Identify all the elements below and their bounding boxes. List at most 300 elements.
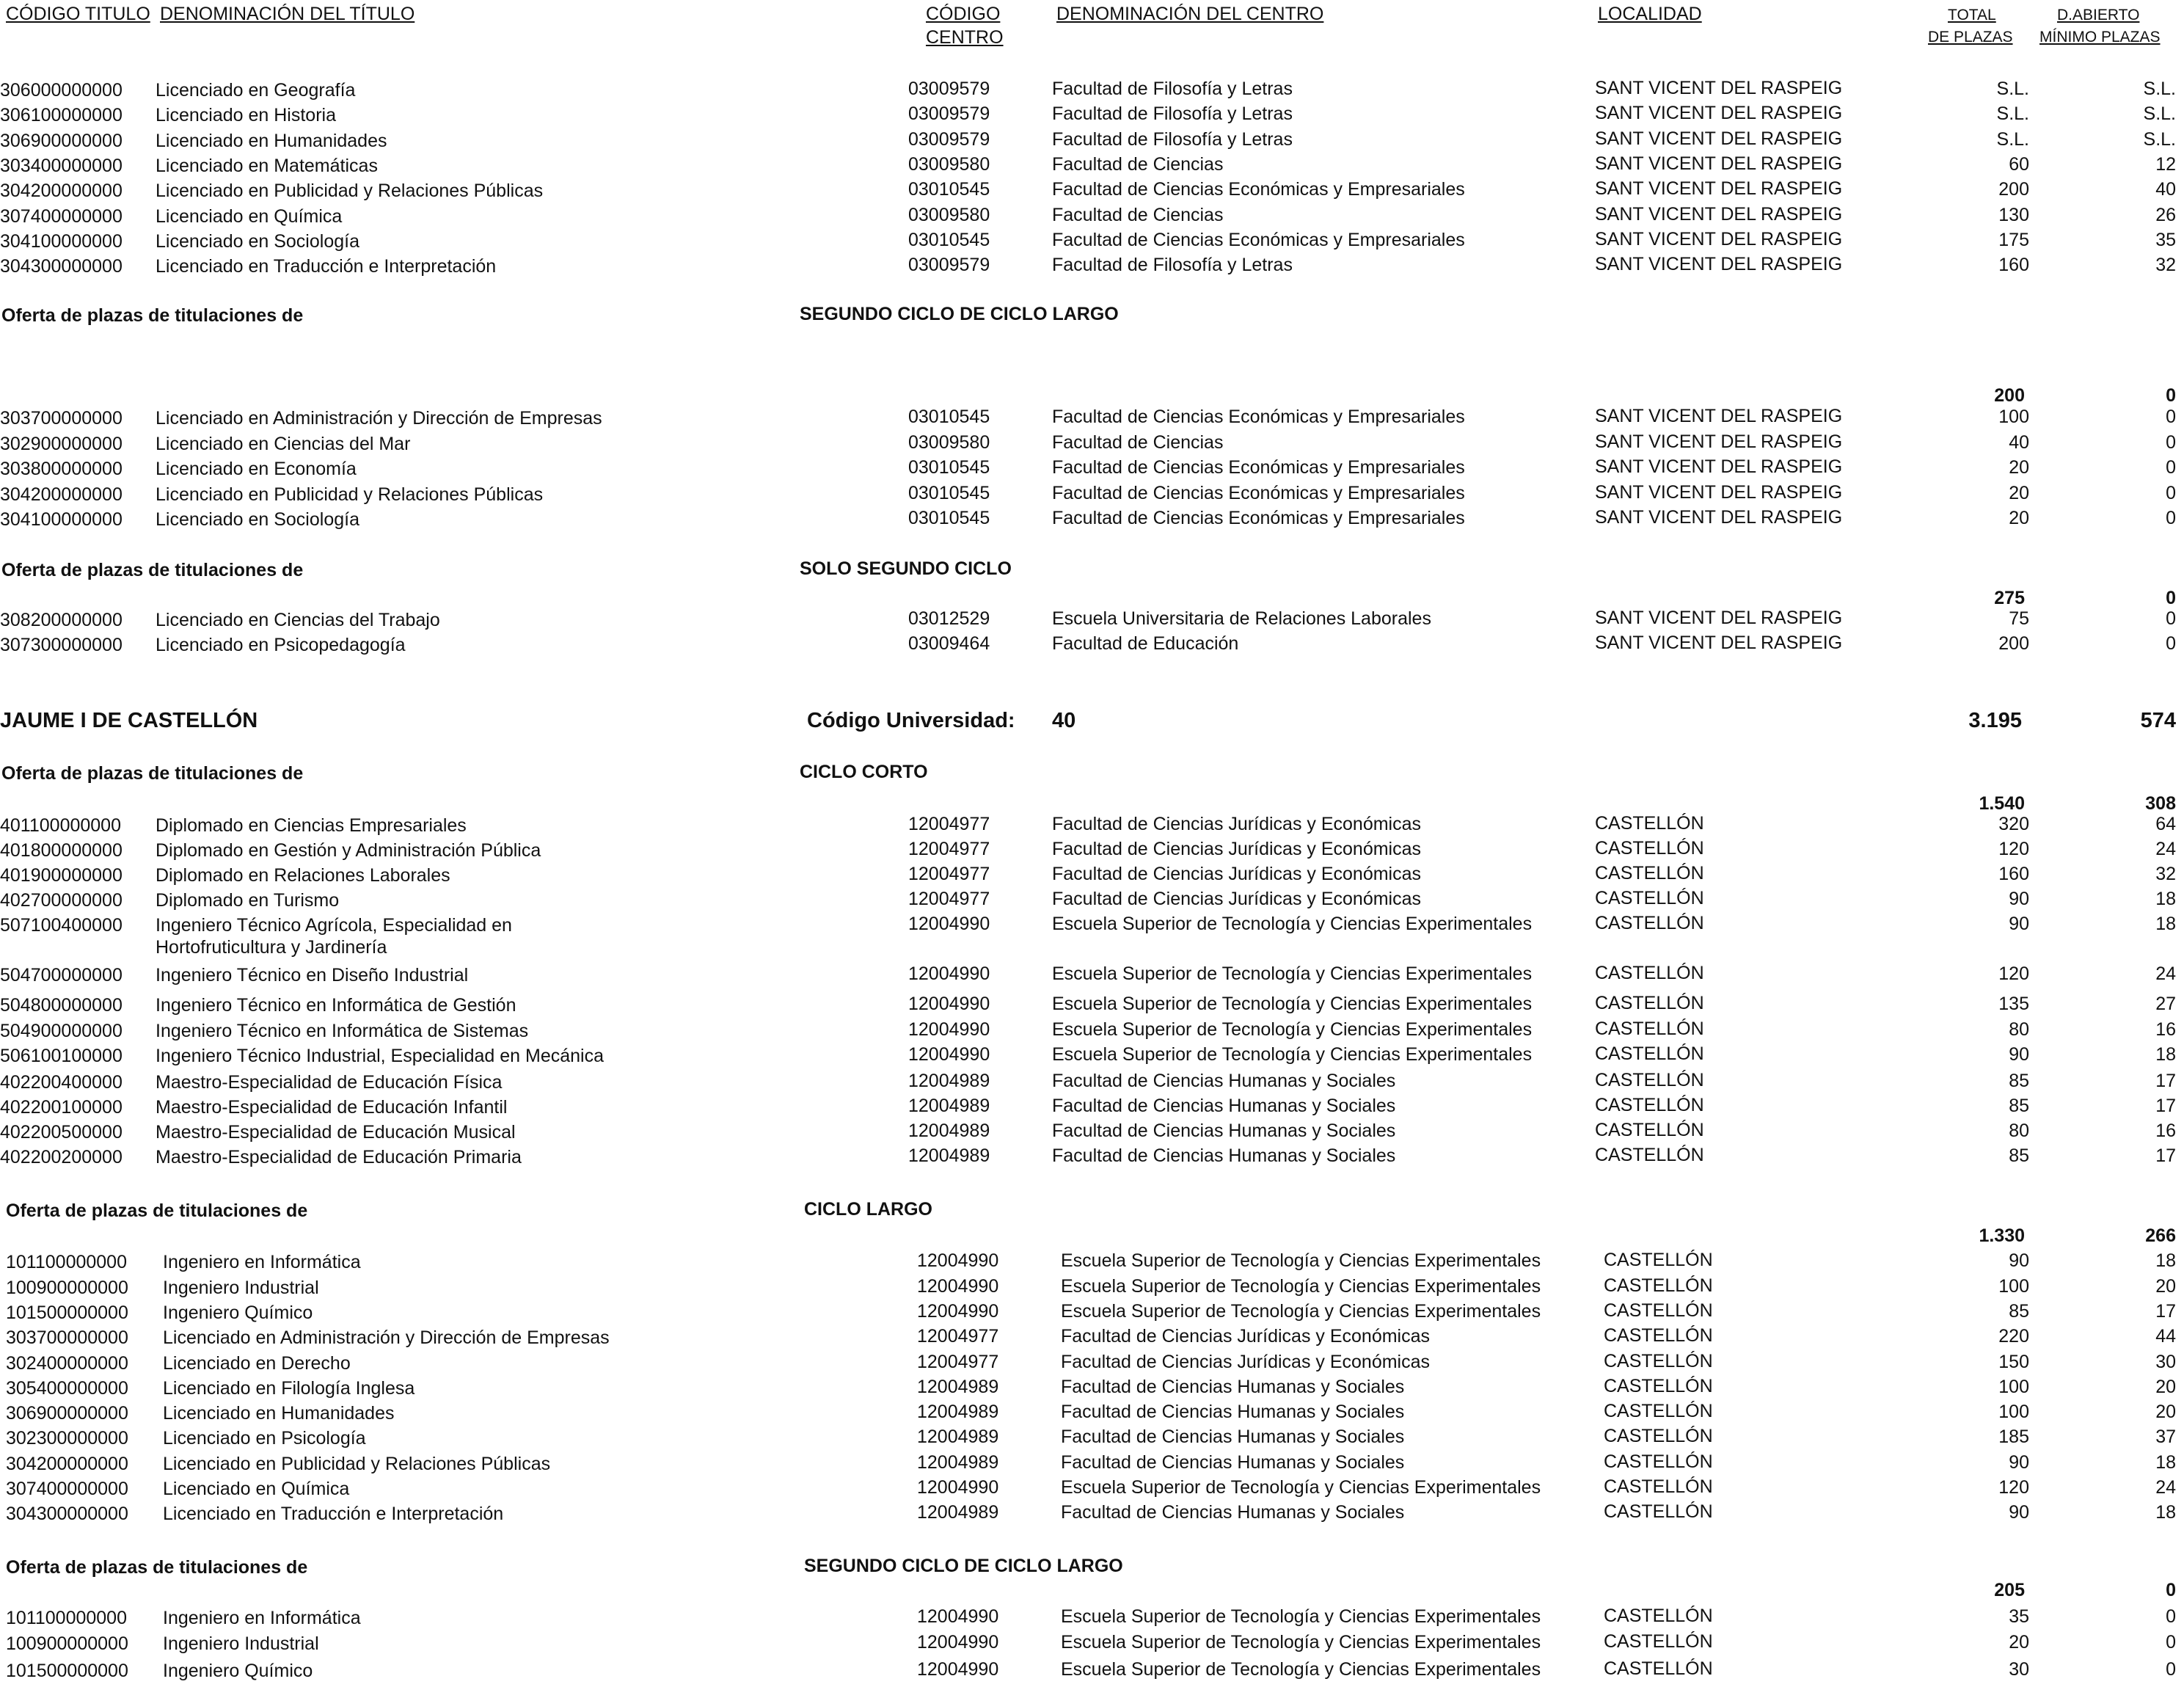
section-ciclo: CICLO LARGO	[804, 1199, 932, 1220]
row-codigo-centro: 12004989	[908, 1096, 990, 1116]
section-label: Oferta de plazas de titulaciones de	[6, 1200, 308, 1221]
row-denominacion-centro: Facultad de Ciencias Jurídicas y Económicas	[1052, 839, 1422, 859]
row-localidad: CASTELLÓN	[1595, 813, 1704, 834]
row-minimo-plazas: 20	[2155, 1276, 2176, 1297]
row-codigo-centro: 03010545	[908, 230, 990, 250]
row-minimo-plazas: 30	[2155, 1352, 2176, 1372]
row-codigo-centro: 03010545	[908, 457, 990, 478]
row-minimo-plazas: 18	[2155, 1250, 2176, 1271]
university-name: JAUME I DE CASTELLÓN	[0, 709, 258, 732]
row-codigo-centro: 12004990	[917, 1606, 999, 1627]
row-minimo-plazas: 0	[2166, 633, 2176, 654]
row-codigo-centro: 12004990	[908, 1019, 990, 1040]
row-minimo-plazas: 24	[2155, 963, 2176, 984]
row-localidad: CASTELLÓN	[1604, 1451, 1713, 1472]
row-codigo-centro: 03012529	[908, 608, 990, 629]
section-ciclo: SEGUNDO CICLO DE CICLO LARGO	[800, 304, 1119, 324]
row-localidad: SANT VICENT DEL RASPEIG	[1595, 153, 1843, 174]
row-codigo-titulo: 302900000000	[0, 434, 123, 454]
row-minimo-plazas: 20	[2155, 1402, 2176, 1422]
row-localidad: SANT VICENT DEL RASPEIG	[1595, 608, 1843, 628]
row-codigo-titulo: 302300000000	[6, 1428, 128, 1449]
row-codigo-centro: 12004989	[917, 1402, 999, 1422]
row-codigo-centro: 03009464	[908, 633, 990, 654]
row-localidad: SANT VICENT DEL RASPEIG	[1595, 254, 1843, 274]
row-denominacion-titulo: Maestro-Especialidad de Educación Infantil	[156, 1097, 508, 1118]
row-codigo-centro: 12004989	[908, 1145, 990, 1166]
row-denominacion-centro: Facultad de Filosofía y Letras	[1052, 129, 1293, 150]
row-total-plazas: 120	[1998, 963, 2029, 984]
row-total-plazas: 90	[2009, 1502, 2029, 1523]
row-total-plazas: 60	[2009, 154, 2029, 175]
row-total-plazas: 100	[1998, 1377, 2029, 1397]
row-denominacion-titulo: Licenciado en Publicidad y Relaciones Públicas	[163, 1454, 551, 1474]
section-minimo-plazas: 266	[2145, 1225, 2176, 1246]
row-denominacion-centro: Facultad de Ciencias Económicas y Empresariales	[1052, 179, 1465, 200]
row-minimo-plazas: S.L.	[2143, 103, 2176, 124]
row-codigo-centro: 12004990	[917, 1276, 999, 1297]
row-codigo-centro: 03010545	[908, 508, 990, 528]
row-denominacion-centro: Facultad de Ciencias Económicas y Empresariales	[1052, 483, 1465, 503]
row-minimo-plazas: 27	[2155, 994, 2176, 1014]
row-codigo-centro: 03009579	[908, 129, 990, 150]
row-codigo-titulo: 303400000000	[0, 156, 123, 176]
row-total-plazas: S.L.	[1996, 79, 2029, 99]
row-denominacion-centro: Escuela Superior de Tecnología y Ciencias Experimentales	[1052, 1044, 1533, 1065]
row-denominacion-centro: Escuela Universitaria de Relaciones Laborales	[1052, 608, 1431, 629]
row-localidad: CASTELLÓN	[1595, 1145, 1704, 1165]
row-denominacion-titulo: Licenciado en Matemáticas	[156, 156, 378, 176]
row-codigo-titulo: 304200000000	[6, 1454, 128, 1474]
row-denominacion-centro: Facultad de Ciencias Económicas y Empresariales	[1052, 230, 1465, 250]
row-codigo-centro: 12004990	[917, 1632, 999, 1653]
header-de-plazas: DE PLAZAS	[1928, 29, 2013, 45]
row-denominacion-centro: Escuela Superior de Tecnología y Ciencias Experimentales	[1061, 1477, 1541, 1498]
row-minimo-plazas: 17	[2155, 1096, 2176, 1116]
row-denominacion-titulo: Maestro-Especialidad de Educación Musical	[156, 1122, 516, 1143]
row-codigo-titulo: 307400000000	[6, 1479, 128, 1499]
row-denominacion-titulo: Licenciado en Química	[163, 1479, 350, 1499]
row-codigo-titulo: 304200000000	[0, 181, 123, 201]
row-codigo-centro: 12004989	[908, 1071, 990, 1091]
row-denominacion-titulo: Ingeniero Técnico en Informática de Sistemas	[156, 1021, 529, 1041]
row-codigo-centro: 12004977	[908, 889, 990, 909]
row-minimo-plazas: 0	[2166, 432, 2176, 453]
row-denominacion-titulo: Licenciado en Psicopedagogía	[156, 635, 406, 655]
row-codigo-titulo: 504700000000	[0, 965, 123, 985]
row-localidad: CASTELLÓN	[1595, 863, 1704, 883]
row-localidad: CASTELLÓN	[1604, 1426, 1713, 1446]
section-minimo-plazas: 0	[2166, 1580, 2176, 1600]
row-localidad: SANT VICENT DEL RASPEIG	[1595, 507, 1843, 528]
row-codigo-centro: 03009579	[908, 79, 990, 99]
row-denominacion-titulo: Licenciado en Administración y Dirección de Empresas	[163, 1327, 610, 1348]
row-denominacion-centro: Facultad de Ciencias Humanas y Sociales	[1052, 1145, 1396, 1166]
row-total-plazas: 185	[1998, 1427, 2029, 1447]
row-codigo-titulo: 402200100000	[0, 1097, 123, 1118]
row-total-plazas: 35	[2009, 1606, 2029, 1627]
row-codigo-titulo: 101500000000	[6, 1661, 128, 1681]
row-total-plazas: 220	[1998, 1326, 2029, 1347]
row-localidad: CASTELLÓN	[1595, 1095, 1704, 1115]
row-denominacion-centro: Facultad de Ciencias	[1052, 432, 1224, 453]
row-codigo-centro: 12004989	[917, 1452, 999, 1473]
row-denominacion-titulo: Diplomado en Relaciones Laborales	[156, 865, 450, 886]
row-denominacion-titulo: Licenciado en Química	[156, 206, 343, 227]
row-total-plazas: 75	[2009, 608, 2029, 629]
row-denominacion-titulo: Diplomado en Ciencias Empresariales	[156, 815, 467, 836]
row-minimo-plazas: 16	[2155, 1019, 2176, 1040]
row-denominacion-centro: Facultad de Ciencias Jurídicas y Económicas	[1052, 814, 1422, 834]
row-denominacion-titulo: Ingeniero Técnico Industrial, Especialidad en Mecánica	[156, 1046, 605, 1066]
row-denominacion-centro: Facultad de Ciencias Humanas y Sociales	[1061, 1402, 1405, 1422]
row-codigo-titulo: 305400000000	[6, 1378, 128, 1399]
row-total-plazas: S.L.	[1996, 129, 2029, 150]
row-codigo-centro: 12004977	[908, 814, 990, 834]
row-codigo-titulo: 303700000000	[6, 1327, 128, 1348]
row-minimo-plazas: 35	[2155, 230, 2176, 250]
row-minimo-plazas: 20	[2155, 1377, 2176, 1397]
row-localidad: SANT VICENT DEL RASPEIG	[1595, 103, 1843, 123]
row-denominacion-centro: Escuela Superior de Tecnología y Ciencias Experimentales	[1061, 1632, 1541, 1653]
row-localidad: SANT VICENT DEL RASPEIG	[1595, 178, 1843, 199]
row-localidad: SANT VICENT DEL RASPEIG	[1595, 482, 1843, 503]
row-codigo-titulo: 307400000000	[0, 206, 123, 227]
row-codigo-titulo: 306100000000	[0, 105, 123, 125]
row-localidad: SANT VICENT DEL RASPEIG	[1595, 406, 1843, 426]
row-total-plazas: 90	[2009, 1452, 2029, 1473]
row-total-plazas: 100	[1998, 1402, 2029, 1422]
row-total-plazas: 320	[1998, 814, 2029, 834]
row-denominacion-titulo: Licenciado en Traducción e Interpretación	[156, 256, 497, 277]
row-minimo-plazas: 0	[2166, 483, 2176, 503]
row-total-plazas: 175	[1998, 230, 2029, 250]
row-codigo-titulo: 401900000000	[0, 865, 123, 886]
row-denominacion-centro: Facultad de Ciencias Humanas y Sociales	[1061, 1452, 1405, 1473]
section-label: Oferta de plazas de titulaciones de	[1, 763, 304, 784]
row-codigo-centro: 12004977	[917, 1326, 999, 1347]
header-d-abierto: D.ABIERTO	[2057, 7, 2140, 23]
section-minimo-plazas: 0	[2166, 588, 2176, 608]
row-minimo-plazas: 17	[2155, 1301, 2176, 1322]
row-minimo-plazas: 24	[2155, 1477, 2176, 1498]
row-codigo-titulo: 507100400000	[0, 915, 123, 936]
row-minimo-plazas: 0	[2166, 457, 2176, 478]
row-minimo-plazas: 40	[2155, 179, 2176, 200]
row-denominacion-centro: Escuela Superior de Tecnología y Ciencias Experimentales	[1052, 994, 1533, 1014]
row-minimo-plazas: 44	[2155, 1326, 2176, 1347]
row-denominacion-titulo: Ingeniero Industrial	[163, 1633, 319, 1654]
row-codigo-centro: 12004977	[917, 1352, 999, 1372]
row-denominacion-centro: Facultad de Ciencias Jurídicas y Económicas	[1052, 864, 1422, 884]
university-code-label: Código Universidad:	[807, 709, 1015, 732]
row-minimo-plazas: 0	[2166, 407, 2176, 427]
row-localidad: CASTELLÓN	[1595, 1019, 1704, 1039]
row-denominacion-titulo: Ingeniero Técnico Agrícola, Especialidad en	[156, 915, 512, 936]
row-total-plazas: 200	[1998, 633, 2029, 654]
row-total-plazas: 85	[2009, 1096, 2029, 1116]
row-minimo-plazas: S.L.	[2143, 79, 2176, 99]
section-total-plazas: 1.330	[1979, 1225, 2025, 1246]
row-codigo-titulo: 303800000000	[0, 459, 123, 479]
row-denominacion-titulo: Ingeniero Químico	[163, 1302, 313, 1323]
row-codigo-titulo: 308200000000	[0, 610, 123, 630]
row-denominacion-titulo: Licenciado en Filología Inglesa	[163, 1378, 415, 1399]
row-denominacion-titulo: Ingeniero Industrial	[163, 1278, 319, 1298]
section-label: Oferta de plazas de titulaciones de	[1, 560, 304, 580]
row-minimo-plazas: 24	[2155, 839, 2176, 859]
row-localidad: CASTELLÓN	[1604, 1658, 1713, 1679]
row-codigo-titulo: 402200200000	[0, 1147, 123, 1167]
row-denominacion-centro: Escuela Superior de Tecnología y Ciencias Experimentales	[1061, 1250, 1541, 1271]
row-total-plazas: 40	[2009, 432, 2029, 453]
row-denominacion-centro: Facultad de Ciencias Humanas y Sociales	[1052, 1096, 1396, 1116]
row-denominacion-centro: Facultad de Ciencias	[1052, 154, 1224, 175]
row-codigo-centro: 12004977	[908, 839, 990, 859]
row-denominacion-centro: Facultad de Filosofía y Letras	[1052, 103, 1293, 124]
row-denominacion-centro: Escuela Superior de Tecnología y Ciencias Experimentales	[1052, 914, 1533, 934]
row-localidad: CASTELLÓN	[1595, 1120, 1704, 1140]
row-denominacion-titulo: Ingeniero Químico	[163, 1661, 313, 1681]
row-localidad: SANT VICENT DEL RASPEIG	[1595, 128, 1843, 149]
row-total-plazas: 135	[1998, 994, 2029, 1014]
row-total-plazas: 20	[2009, 483, 2029, 503]
row-codigo-titulo: 101500000000	[6, 1302, 128, 1323]
row-localidad: SANT VICENT DEL RASPEIG	[1595, 229, 1843, 249]
row-denominacion-centro: Escuela Superior de Tecnología y Ciencias Experimentales	[1061, 1301, 1541, 1322]
row-denominacion-titulo: Maestro-Especialidad de Educación Primaria	[156, 1147, 522, 1167]
row-total-plazas: 85	[2009, 1301, 2029, 1322]
row-localidad: CASTELLÓN	[1604, 1351, 1713, 1371]
section-total-plazas: 1.540	[1979, 793, 2025, 814]
row-localidad: CASTELLÓN	[1604, 1250, 1713, 1270]
row-total-plazas: 90	[2009, 889, 2029, 909]
row-denominacion-centro: Facultad de Ciencias Humanas y Sociales	[1061, 1377, 1405, 1397]
row-denominacion-titulo: Licenciado en Humanidades	[163, 1403, 395, 1424]
row-minimo-plazas: 0	[2166, 608, 2176, 629]
row-codigo-titulo: 306000000000	[0, 80, 123, 101]
row-localidad: CASTELLÓN	[1604, 1476, 1713, 1497]
header-minimo-plazas: MÍNIMO PLAZAS	[2039, 29, 2161, 45]
row-minimo-plazas: 18	[2155, 1452, 2176, 1473]
row-codigo-titulo: 504800000000	[0, 995, 123, 1016]
row-minimo-plazas: 32	[2155, 864, 2176, 884]
row-denominacion-titulo: Ingeniero Técnico en Diseño Industrial	[156, 965, 469, 985]
section-minimo-plazas: 308	[2145, 793, 2176, 814]
row-codigo-centro: 12004990	[917, 1301, 999, 1322]
row-total-plazas: 120	[1998, 839, 2029, 859]
row-minimo-plazas: 0	[2166, 1659, 2176, 1680]
section-label: Oferta de plazas de titulaciones de	[1, 305, 304, 326]
row-minimo-plazas: 0	[2166, 1606, 2176, 1627]
row-denominacion-titulo: Licenciado en Administración y Dirección de Empresas	[156, 408, 602, 429]
section-total-plazas: 200	[1994, 385, 2025, 406]
row-denominacion-centro: Escuela Superior de Tecnología y Ciencias Experimentales	[1061, 1659, 1541, 1680]
row-total-plazas: 90	[2009, 1250, 2029, 1271]
row-minimo-plazas: 16	[2155, 1121, 2176, 1141]
row-codigo-titulo: 304200000000	[0, 484, 123, 505]
row-denominacion-titulo: Ingeniero Técnico en Informática de Gestión	[156, 995, 516, 1016]
row-denominacion-titulo: Licenciado en Sociología	[156, 509, 359, 530]
row-localidad: CASTELLÓN	[1604, 1501, 1713, 1522]
row-localidad: SANT VICENT DEL RASPEIG	[1595, 456, 1843, 477]
section-minimo-plazas: 0	[2166, 385, 2176, 406]
row-total-plazas: 20	[2009, 508, 2029, 528]
row-denominacion-titulo: Ingeniero en Informática	[163, 1252, 361, 1272]
row-total-plazas: 150	[1998, 1352, 2029, 1372]
row-minimo-plazas: S.L.	[2143, 129, 2176, 150]
section-ciclo: SOLO SEGUNDO CICLO	[800, 558, 1012, 579]
row-localidad: CASTELLÓN	[1604, 1401, 1713, 1421]
row-denominacion-titulo: Licenciado en Ciencias del Mar	[156, 434, 411, 454]
row-minimo-plazas: 18	[2155, 914, 2176, 934]
row-codigo-centro: 12004977	[908, 864, 990, 884]
section-total-plazas: 205	[1994, 1580, 2025, 1600]
row-denominacion-titulo: Licenciado en Derecho	[163, 1353, 351, 1374]
row-codigo-titulo: 504900000000	[0, 1021, 123, 1041]
row-minimo-plazas: 0	[2166, 508, 2176, 528]
row-localidad: SANT VICENT DEL RASPEIG	[1595, 78, 1843, 98]
row-total-plazas: 160	[1998, 255, 2029, 275]
row-codigo-centro: 03009580	[908, 205, 990, 225]
row-codigo-titulo: 306900000000	[6, 1403, 128, 1424]
row-localidad: SANT VICENT DEL RASPEIG	[1595, 431, 1843, 452]
row-minimo-plazas: 17	[2155, 1145, 2176, 1166]
row-localidad: CASTELLÓN	[1595, 888, 1704, 908]
university-total-plazas: 3.195	[1968, 709, 2022, 732]
row-denominacion-titulo: Licenciado en Traducción e Interpretación	[163, 1504, 504, 1524]
row-denominacion-titulo: Licenciado en Publicidad y Relaciones Públicas	[156, 484, 544, 505]
row-denominacion-titulo: Diplomado en Turismo	[156, 890, 340, 911]
row-total-plazas: 160	[1998, 864, 2029, 884]
row-denominacion-titulo: Licenciado en Historia	[156, 105, 336, 125]
row-minimo-plazas: 17	[2155, 1071, 2176, 1091]
row-minimo-plazas: 37	[2155, 1427, 2176, 1447]
section-ciclo: CICLO CORTO	[800, 762, 928, 782]
row-total-plazas: 85	[2009, 1145, 2029, 1166]
row-codigo-titulo: 303700000000	[0, 408, 123, 429]
row-denominacion-centro: Facultad de Filosofía y Letras	[1052, 79, 1293, 99]
row-denominacion-centro: Escuela Superior de Tecnología y Ciencias Experimentales	[1052, 1019, 1533, 1040]
row-total-plazas: 100	[1998, 407, 2029, 427]
header-denominacion-centro: DENOMINACIÓN DEL CENTRO	[1056, 4, 1324, 24]
row-codigo-centro: 12004990	[908, 963, 990, 984]
row-minimo-plazas: 64	[2155, 814, 2176, 834]
row-total-plazas: 100	[1998, 1276, 2029, 1297]
header-centro: CENTRO	[926, 27, 1004, 48]
row-codigo-titulo: 401100000000	[0, 815, 121, 836]
row-denominacion-centro: Facultad de Ciencias Humanas y Sociales	[1052, 1071, 1396, 1091]
row-codigo-titulo: 304300000000	[6, 1504, 128, 1524]
row-codigo-centro: 12004990	[917, 1250, 999, 1271]
row-localidad: CASTELLÓN	[1595, 993, 1704, 1013]
row-total-plazas: 85	[2009, 1071, 2029, 1091]
row-codigo-centro: 12004990	[917, 1477, 999, 1498]
row-localidad: CASTELLÓN	[1595, 963, 1704, 983]
row-localidad: CASTELLÓN	[1604, 1275, 1713, 1296]
row-denominacion-centro: Facultad de Ciencias Jurídicas y Económicas	[1052, 889, 1422, 909]
row-codigo-titulo: 101100000000	[6, 1608, 127, 1628]
row-codigo-titulo: 100900000000	[6, 1633, 128, 1654]
row-total-plazas: S.L.	[1996, 103, 2029, 124]
row-codigo-titulo: 100900000000	[6, 1278, 128, 1298]
row-minimo-plazas: 26	[2155, 205, 2176, 225]
row-codigo-titulo: 402700000000	[0, 890, 123, 911]
row-codigo-centro: 03010545	[908, 407, 990, 427]
row-localidad: CASTELLÓN	[1604, 1631, 1713, 1652]
row-localidad: CASTELLÓN	[1595, 1043, 1704, 1064]
row-total-plazas: 80	[2009, 1019, 2029, 1040]
row-codigo-centro: 12004989	[917, 1427, 999, 1447]
row-minimo-plazas: 12	[2155, 154, 2176, 175]
row-denominacion-titulo: Maestro-Especialidad de Educación Física	[156, 1072, 503, 1093]
row-denominacion-titulo: Licenciado en Geografía	[156, 80, 356, 101]
row-codigo-centro: 03010545	[908, 179, 990, 200]
row-codigo-centro: 12004990	[917, 1659, 999, 1680]
row-minimo-plazas: 0	[2166, 1632, 2176, 1653]
row-localidad: CASTELLÓN	[1604, 1325, 1713, 1346]
section-ciclo: SEGUNDO CICLO DE CICLO LARGO	[804, 1556, 1123, 1576]
row-codigo-centro: 12004989	[917, 1377, 999, 1397]
row-denominacion-titulo: Licenciado en Humanidades	[156, 131, 387, 151]
header-localidad: LOCALIDAD	[1598, 4, 1702, 24]
row-codigo-titulo: 506100100000	[0, 1046, 123, 1066]
row-minimo-plazas: 18	[2155, 889, 2176, 909]
row-codigo-titulo: 304100000000	[0, 509, 123, 530]
row-codigo-centro: 12004990	[908, 994, 990, 1014]
row-total-plazas: 130	[1998, 205, 2029, 225]
row-minimo-plazas: 18	[2155, 1502, 2176, 1523]
row-denominacion-centro: Facultad de Ciencias Económicas y Empresariales	[1052, 407, 1465, 427]
row-localidad: CASTELLÓN	[1595, 913, 1704, 933]
row-denominacion-centro: Facultad de Filosofía y Letras	[1052, 255, 1293, 275]
row-codigo-titulo: 101100000000	[6, 1252, 127, 1272]
section-total-plazas: 275	[1994, 588, 2025, 608]
row-denominacion-centro: Facultad de Ciencias Humanas y Sociales	[1061, 1427, 1405, 1447]
row-codigo-titulo: 302400000000	[6, 1353, 128, 1374]
row-codigo-centro: 03009579	[908, 255, 990, 275]
row-denominacion-titulo: Diplomado en Gestión y Administración Pública	[156, 840, 541, 861]
row-denominacion-centro: Escuela Superior de Tecnología y Ciencias Experimentales	[1061, 1276, 1541, 1297]
row-localidad: CASTELLÓN	[1604, 1300, 1713, 1321]
row-localidad: CASTELLÓN	[1595, 838, 1704, 859]
row-codigo-titulo: 306900000000	[0, 131, 123, 151]
row-codigo-titulo: 402200500000	[0, 1122, 123, 1143]
row-codigo-centro: 03009580	[908, 432, 990, 453]
row-codigo-centro: 12004989	[908, 1121, 990, 1141]
row-codigo-centro: 03009580	[908, 154, 990, 175]
row-localidad: CASTELLÓN	[1604, 1606, 1713, 1626]
row-localidad: CASTELLÓN	[1604, 1376, 1713, 1396]
row-codigo-titulo: 304100000000	[0, 231, 123, 252]
row-total-plazas: 20	[2009, 457, 2029, 478]
row-minimo-plazas: 18	[2155, 1044, 2176, 1065]
row-codigo-titulo: 402200400000	[0, 1072, 123, 1093]
header-codigo: CÓDIGO	[926, 4, 1001, 24]
row-codigo-titulo: 304300000000	[0, 256, 123, 277]
row-denominacion-centro: Facultad de Ciencias Económicas y Empresariales	[1052, 508, 1465, 528]
row-localidad: CASTELLÓN	[1595, 1070, 1704, 1090]
row-codigo-titulo: 307300000000	[0, 635, 123, 655]
row-denominacion-titulo: Licenciado en Ciencias del Trabajo	[156, 610, 440, 630]
row-total-plazas: 90	[2009, 1044, 2029, 1065]
row-total-plazas: 30	[2009, 1659, 2029, 1680]
row-denominacion-centro: Facultad de Ciencias Humanas y Sociales	[1052, 1121, 1396, 1141]
header-codigo-titulo: CÓDIGO TITULO	[6, 4, 150, 24]
row-denominacion-centro: Facultad de Educación	[1052, 633, 1239, 654]
row-total-plazas: 20	[2009, 1632, 2029, 1653]
row-denominacion-centro: Facultad de Ciencias Jurídicas y Económicas	[1061, 1326, 1431, 1347]
